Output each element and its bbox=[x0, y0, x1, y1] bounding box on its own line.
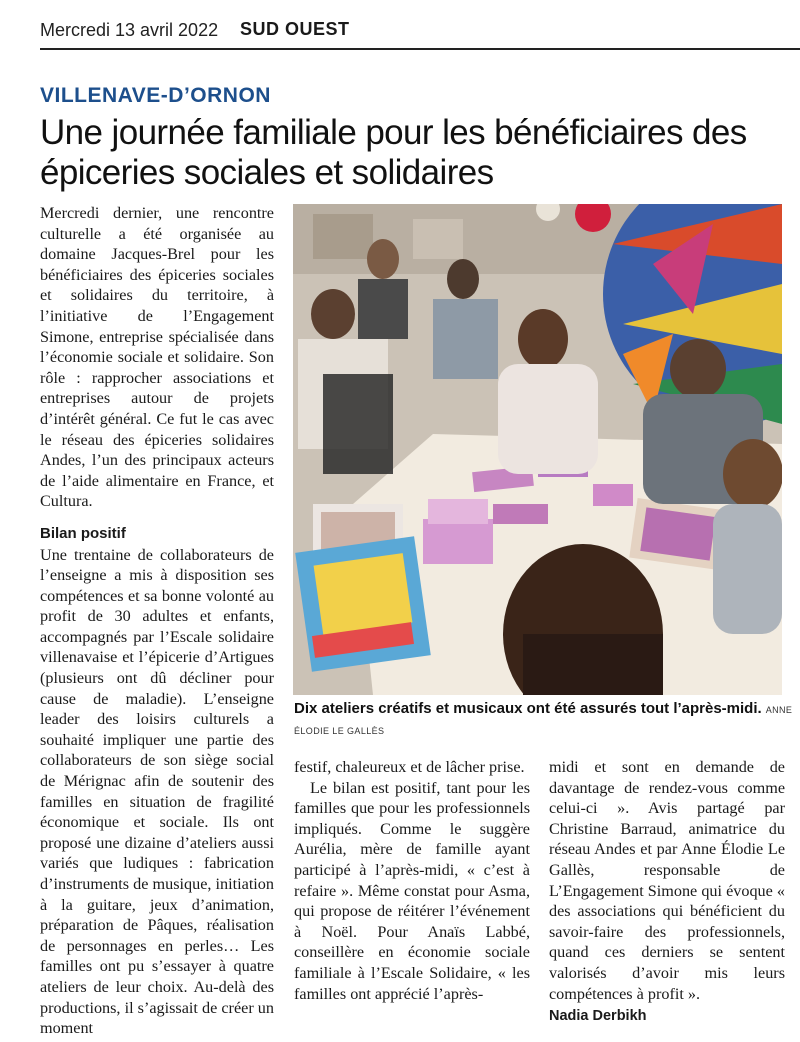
caption-text: Dix ateliers créatifs et musicaux ont été assurés tout l’après-midi. bbox=[294, 700, 762, 717]
article-subhead: Bilan positif bbox=[40, 524, 126, 542]
newspaper-name: SUD OUEST bbox=[240, 19, 350, 39]
paragraph-bilan-continued: festif, chaleureux et de lâcher prise. bbox=[294, 758, 525, 776]
article-column-2 bbox=[294, 757, 530, 1004]
article-column-1 bbox=[40, 203, 274, 1039]
article-location-kicker: VILLENAVE-D’ORNON bbox=[40, 84, 271, 107]
paragraph-intro: Mercredi dernier, une rencontre culturelle a été organisée au domaine Jacques-Brel pour les bénéficiaires des épiceries sociales et solidaires du territoire, à l’initiative de l’Engagement Simone, entreprise spécialisée dans l’économie sociale et solidaire. Son rôle : rapprocher associations et entreprises autour de projets d’intérêt général. Ce fut le cas avec le réseau des épiceries solidaires Andes, l’un des principaux acteurs de l’aide alimentaire en France, et Cultura. bbox=[40, 204, 274, 511]
author-signature: Nadia Derbikh bbox=[549, 1008, 647, 1025]
article-column-3 bbox=[549, 757, 785, 1027]
issue-date: Mercredi 13 avril 2022 bbox=[40, 20, 219, 40]
paragraph-testimonials-continued: midi et sont en demande de davantage de rendez-vous comme celui-ci ». Avis partagé par Christine Barraud, animatrice du réseau Andes et par Anne Élodie Le Gallès, responsable de L’Engagement Simone qui évoque « des associations qui bénéficient du savoir-faire des professionnels, quand ces derniers se sentent valorisés d’avoir mis leurs compétences à profit ». bbox=[549, 758, 785, 1003]
article-headline: Une journée familiale pour les bénéficiaires des épiceries sociales et solidaires bbox=[40, 113, 747, 192]
paragraph-bilan: Une trentaine de collaborateurs de l’enseigne a mis à disposition ses compétences et sa bonne volonté au profit de 30 adultes et enfants, accompagnés par l’Escale solidaire villenavaise et l’épicerie d’Artigues (plusieurs ont dû décliner pour cause de maladie). L’enseigne leader des loisirs culturels a souhaité impliquer une partie des collaborateurs de son siège social de Mérignac afin de soutenir des familles en situation de fragilité économique et sociale. Ils ont proposé une dizaine d’ateliers aussi variés que ludiques : fabrication d’instruments de musique, initiation à la guitare, jeux d’animation, préparation de Pâques, réalisation de personnages en perles… Les familles ont pu s’essayer à quatre ateliers de leur choix. Au-delà des productions, il s’agissait de créer un moment bbox=[40, 545, 274, 1038]
workshop-photo-illustration bbox=[293, 204, 782, 695]
paragraph-testimonials: Le bilan est positif, tant pour les familles que pour les professionnels impliqués. Comme le suggère Aurélia, mère de famille ayant participé à l’après-midi, « c’est à refaire ». Même constat pour Asma, qui propose de réitérer l’événement à Noël. Pour Anaïs Labbé, conseillère en économie sociale familiale à l’Escale Solidaire, « les familles ont apprécié l’après- bbox=[294, 778, 530, 1003]
photo-credit: ANNE ÉLODIE LE GALLÈS bbox=[294, 705, 793, 736]
article-photo bbox=[293, 204, 782, 695]
page-header bbox=[40, 18, 800, 50]
photo-caption bbox=[294, 699, 794, 741]
